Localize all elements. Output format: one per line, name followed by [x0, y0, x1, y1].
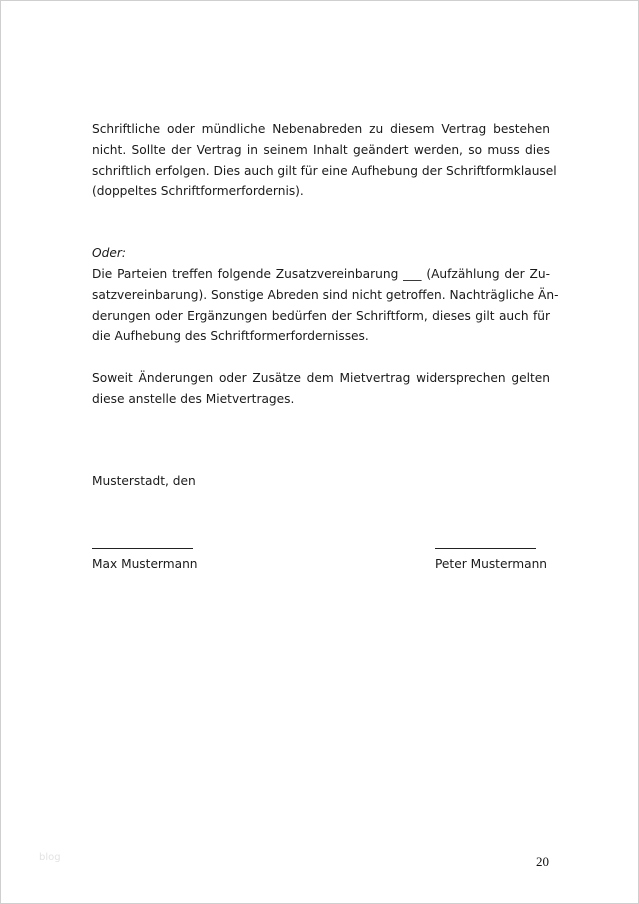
page-number: 20	[536, 854, 549, 869]
text-line: Die Parteien treffen folgende Zusatzvereinbarung ___ (Aufzählung der Zu-	[92, 267, 550, 281]
watermark: blog	[39, 852, 61, 863]
place-date-line: Musterstadt, den	[92, 474, 196, 488]
paragraph-zusatzvereinbarung	[92, 264, 559, 347]
text-line: Schriftliche oder mündliche Nebenabreden zu diesem Vertrag bestehen	[92, 122, 550, 136]
text-line: Soweit Änderungen oder Zusätze dem Mietvertrag widersprechen gelten	[92, 371, 550, 385]
signature-line-left	[92, 548, 193, 549]
text-line: die Aufhebung des Schriftformerfordernisses.	[92, 329, 369, 344]
text-line: diese anstelle des Mietvertrages.	[92, 391, 295, 406]
text-line: nicht. Sollte der Vertrag in seinem Inhalt geändert werden, so muss dies	[92, 142, 550, 157]
text-line: (doppeltes Schriftformerfordernis).	[92, 184, 304, 199]
signature-name-left: Max Mustermann	[92, 557, 198, 571]
oder-label: Oder:	[92, 246, 126, 260]
paragraph-nebenabreden	[92, 119, 557, 202]
text-line: schriftlich erfolgen. Dies auch gilt für eine Aufhebung der Schriftformklausel	[92, 163, 557, 178]
text-line: satzvereinbarung). Sonstige Abreden sind nicht getroffen. Nachträgliche Än-	[92, 287, 559, 302]
paragraph-aenderungen	[92, 368, 550, 410]
signature-name-right: Peter Mustermann	[435, 557, 548, 571]
text-line: derungen oder Ergänzungen bedürfen der Schriftform, dieses gilt auch für	[92, 308, 550, 323]
signature-line-right	[435, 548, 536, 549]
